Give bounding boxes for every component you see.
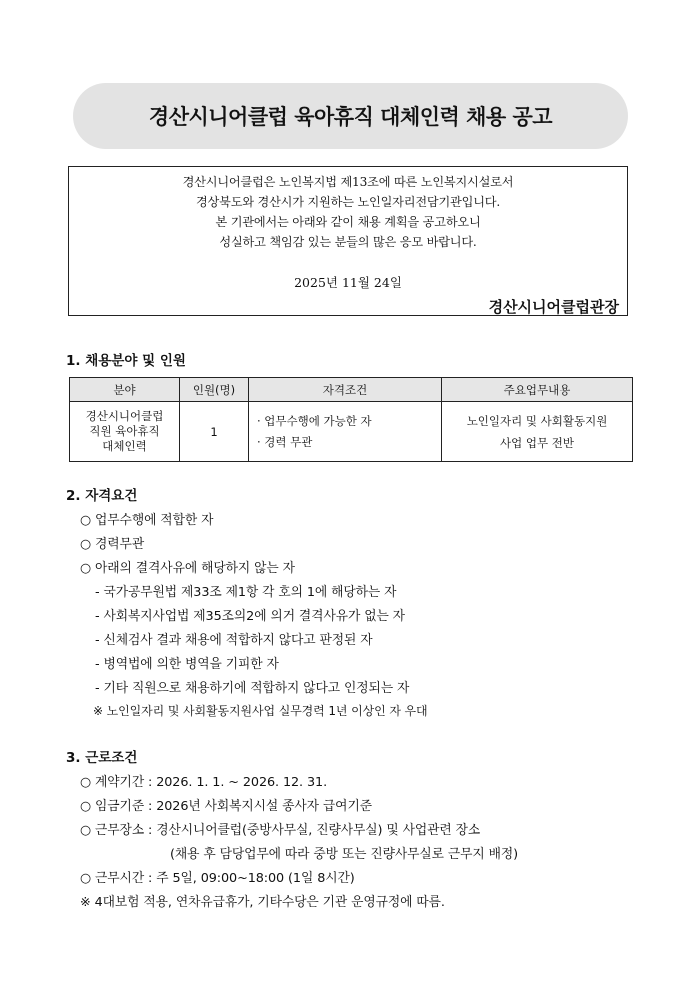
- notice-line: 성실하고 책임감 있는 분들의 많은 응모 바랍니다.: [219, 235, 477, 249]
- section-1-heading: 1. 채용분야 및 인원: [66, 353, 186, 369]
- cell-field: 경산시니어클럽 직원 육아휴직 대체인력: [70, 402, 180, 462]
- table-header-row: [70, 378, 633, 402]
- recruitment-table: [69, 377, 633, 462]
- section-2-heading: 2. 자격요건: [66, 488, 138, 504]
- section-3-heading: 3. 근로조건: [66, 750, 138, 766]
- conditions-note: ※ 4대보험 적용, 연차유급휴가, 기타수당은 기관 운영규정에 따름.: [80, 895, 445, 910]
- sub-list-item: - 신체검사 결과 채용에 적합하지 않다고 판정된 자: [95, 633, 373, 648]
- list-item: ○ 임금기준 : 2026년 사회복지시설 종사자 급여기준: [80, 799, 372, 814]
- sub-list-item: - 병역법에 의한 병역을 기피한 자: [95, 657, 279, 672]
- header-qualifications: 자격조건: [249, 378, 442, 402]
- notice-line: 경상북도와 경산시가 지원하는 노인일자리전담기관입니다.: [195, 195, 501, 209]
- list-item: ○ 아래의 결격사유에 해당하지 않는 자: [80, 561, 295, 576]
- sub-list-item: - 기타 직원으로 채용하기에 적합하지 않다고 인정되는 자: [95, 681, 410, 696]
- notice-line: 본 기관에서는 아래와 같이 채용 계획을 공고하오니: [215, 215, 481, 229]
- sub-list-item: - 국가공무원법 제33조 제1항 각 호의 1에 해당하는 자: [95, 585, 397, 600]
- list-item: ○ 근무시간 : 주 5일, 09:00~18:00 (1일 8시간): [80, 871, 355, 886]
- sub-list-item: - 사회복지사업법 제35조의2에 의거 결격사유가 없는 자: [95, 609, 405, 624]
- notice-organization: 경산시니어클럽관장: [488, 298, 619, 316]
- table-row: [70, 402, 633, 462]
- notice-box: [68, 166, 628, 316]
- page-title: 경산시니어클럽 육아휴직 대체인력 채용 공고: [73, 83, 628, 149]
- notice-date: 2025년 11월 24일: [294, 275, 402, 290]
- list-item: ○ 업무수행에 적합한 자: [80, 513, 214, 528]
- cell-qualifications: · 업무수행에 가능한 자 · 경력 무관: [249, 402, 442, 462]
- header-field: 분야: [70, 378, 180, 402]
- list-item: ○ 경력무관: [80, 537, 145, 552]
- list-item: ○ 계약기간 : 2026. 1. 1. ~ 2026. 12. 31.: [80, 775, 328, 790]
- header-count: 인원(명): [180, 378, 249, 402]
- cell-duties: 노인일자리 및 사회활동지원 사업 업무 전반: [442, 402, 633, 462]
- header-duties: 주요업무내용: [442, 378, 633, 402]
- preference-note: ※ 노인일자리 및 사회활동지원사업 실무경력 1년 이상인 자 우대: [93, 704, 428, 718]
- notice-line: 경산시니어클럽은 노인복지법 제13조에 따른 노인복지시설로서: [182, 175, 514, 189]
- list-item: ○ 근무장소 : 경산시니어클럽(중방사무실, 진량사무실) 및 사업관련 장소: [80, 823, 481, 838]
- list-item-continuation: (채용 후 담당업무에 따라 중방 또는 진량사무실로 근무지 배정): [170, 847, 519, 862]
- cell-count: 1: [180, 402, 249, 462]
